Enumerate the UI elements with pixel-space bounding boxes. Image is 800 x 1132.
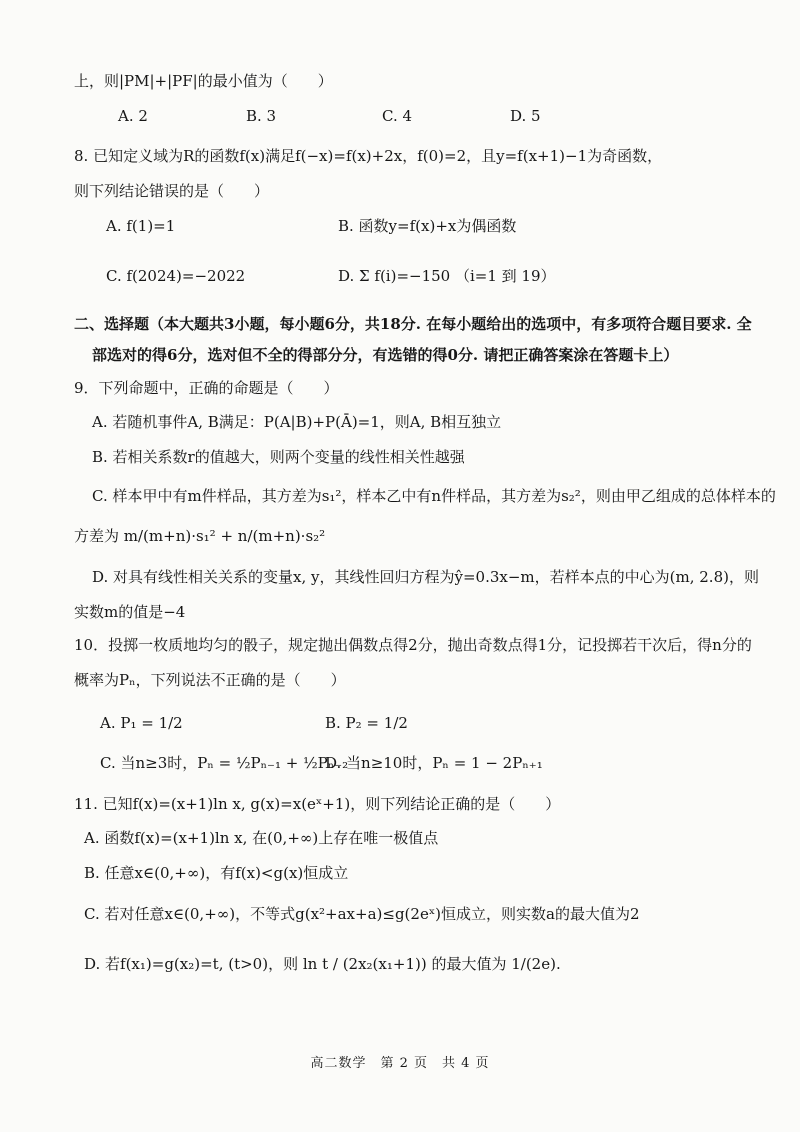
page-footer: 高二数学 第 2 页 共 4 页 (310, 1056, 490, 1071)
q8-stem-line2: 则下列结论错误的是（ ） (74, 182, 270, 200)
q9-option-c-line2: 方差为 m/(m+n)·s₁² + n/(m+n)·s₂² (74, 527, 326, 545)
q10-stem-line2: 概率为Pₙ，下列说法不正确的是（ ） (74, 671, 346, 689)
q8-option-b: B. 函数y=f(x)+x为偶函数 (338, 217, 517, 235)
q7-option-d: D. 5 (510, 107, 541, 125)
q11-stem: 11. 已知f(x)=(x+1)ln x, g(x)=x(eˣ+1)，则下列结论正确的是（ ） (74, 795, 561, 813)
q9-option-b: B. 若相关系数r的值越大，则两个变量的线性相关性越强 (92, 448, 465, 466)
q9-option-d-line1: D. 对具有线性相关关系的变量x, y，其线性回归方程为ŷ=0.3x−m，若样本点的中心为(m, 2.8)，则 (92, 568, 759, 586)
q8-option-a: A. f(1)=1 (106, 217, 176, 235)
q10-option-a: A. P₁ = 1/2 (100, 714, 183, 732)
section2-heading-line2: 部选对的得6分，选对但不全的得部分分，有选错的得0分. 请把正确答案涂在答题卡上） (92, 346, 679, 364)
q10-option-b: B. P₂ = 1/2 (325, 714, 408, 732)
q9-option-d-line2: 实数m的值是−4 (74, 603, 186, 621)
section2-heading-line1: 二、选择题（本大题共3小题，每小题6分，共18分. 在每小题给出的选项中，有多项符合题目要求. 全 (74, 315, 752, 333)
q10-option-d: D. 当n≥10时，Pₙ = 1 − 2Pₙ₊₁ (325, 754, 543, 772)
q9-stem: 9．下列命题中，正确的命题是（ ） (74, 379, 339, 397)
q11-option-c: C. 若对任意x∈(0,+∞)，不等式g(x²+ax+a)≤g(2eˣ)恒成立，则实数a的最大值为2 (84, 905, 640, 923)
q9-option-a: A. 若随机事件A, B满足：P(A|B)+P(Ā)=1，则A, B相互独立 (92, 413, 502, 431)
q7-option-c: C. 4 (382, 107, 413, 125)
q8-stem-line1: 8. 已知定义域为R的函数f(x)满足f(−x)=f(x)+2x，f(0)=2，且y=f(x+1)−1为奇函数， (74, 147, 663, 165)
q10-option-c: C. 当n≥3时，Pₙ = ½Pₙ₋₁ + ½Pₙ₋₂ (100, 754, 349, 772)
q7-option-b: B. 3 (246, 107, 277, 125)
q8-option-c: C. f(2024)=−2022 (106, 267, 246, 285)
bleed-through-text (560, 104, 564, 119)
q11-option-a: A. 函数f(x)=(x+1)ln x, 在(0,+∞)上存在唯一极值点 (84, 829, 439, 847)
q7-tail: 上，则|PM|+|PF|的最小值为（ ） (74, 72, 333, 90)
q10-stem-line1: 10．投掷一枚质地均匀的骰子，规定抛出偶数点得2分，抛出奇数点得1分，记投掷若干次后，得n分的 (74, 636, 752, 654)
q7-option-a: A. 2 (118, 107, 148, 125)
q11-option-b: B. 任意x∈(0,+∞)，有f(x)<g(x)恒成立 (84, 864, 349, 882)
q11-option-d: D. 若f(x₁)=g(x₂)=t, (t>0)，则 ln t / (2x₂(x₁+1)) 的最大值为 1/(2e). (84, 955, 561, 973)
q8-option-d: D. Σ f(i)=−150 （i=1 到 19） (338, 267, 556, 285)
q9-option-c-line1: C. 样本甲中有m件样品，其方差为s₁²，样本乙中有n件样品，其方差为s₂²，则由甲乙组成的总体样本的 (92, 487, 776, 505)
